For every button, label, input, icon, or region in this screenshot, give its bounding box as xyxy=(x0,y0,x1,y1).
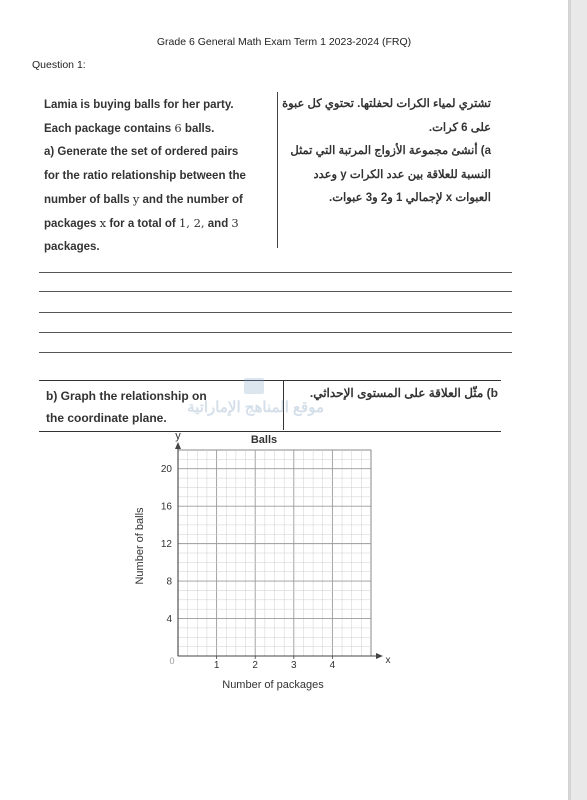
y-axis-label: Number of balls xyxy=(134,507,146,585)
x-tick-label: 4 xyxy=(329,660,336,671)
page-side-margin xyxy=(568,0,587,800)
x-axis-letter: x xyxy=(385,655,391,666)
watermark-text: موقع المناهج الإماراتية xyxy=(187,399,324,416)
en-line-1: Lamia is buying balls for her party. xyxy=(44,99,234,111)
question-divider xyxy=(277,92,278,248)
answer-line xyxy=(39,332,512,333)
part-b-en-line-2: the coordinate plane. xyxy=(46,411,167,425)
en-line-4: for the ratio relationship between the xyxy=(44,169,246,182)
question-text-arabic xyxy=(284,93,491,211)
y-tick-label: 8 xyxy=(166,576,172,588)
en-line-3: a) Generate the set of ordered pairs xyxy=(44,146,239,159)
question-label: Question 1: xyxy=(32,59,86,71)
answer-line xyxy=(39,272,512,273)
coordinate-plane[interactable] xyxy=(126,428,416,700)
ar-line-3: a) أنشئ مجموعة الأزواج المرتبة التي تمثل xyxy=(290,145,491,157)
tick-labels xyxy=(161,464,336,671)
x-tick-label: 3 xyxy=(291,660,297,671)
en-line-7: packages. xyxy=(44,241,100,254)
en-line-2: Each package contains 6 balls. xyxy=(44,121,215,136)
x-tick-label: 2 xyxy=(252,660,258,671)
grid xyxy=(178,450,371,656)
chart-title: Balls xyxy=(250,434,278,446)
answer-line xyxy=(39,352,512,353)
answer-line xyxy=(39,291,512,292)
part-b-arabic: b) مثّل العلاقة على المستوى الإحداثي. xyxy=(309,386,498,400)
y-tick-label: 4 xyxy=(166,614,172,626)
y-tick-label: 20 xyxy=(160,464,172,476)
watermark xyxy=(187,372,324,432)
y-tick-label: 16 xyxy=(160,501,172,513)
question-text-english xyxy=(44,94,270,259)
origin-label: 0 xyxy=(169,656,175,666)
ar-line-2: على 6 كرات. xyxy=(428,121,491,134)
x-axis-arrow-icon xyxy=(376,653,383,659)
exam-title: Grade 6 General Math Exam Term 1 2023-2024 (FRQ) xyxy=(156,36,412,48)
en-line-6: packages x for a total of 1, 2, and 3 xyxy=(44,216,239,231)
ar-line-4: النسبة للعلاقة بين عدد الكرات y وعدد xyxy=(313,168,491,181)
ar-line-5: العبوات x لإجمالي 1 و2 و3 عبوات. xyxy=(329,192,491,204)
y-axis-arrow-icon xyxy=(175,442,181,449)
part-b-en-line-1: b) Graph the relationship on xyxy=(46,389,207,403)
x-axis-label: Number of packages xyxy=(222,679,324,691)
answer-line xyxy=(39,312,512,313)
x-tick-label: 1 xyxy=(213,660,220,671)
y-axis-letter: y xyxy=(175,430,181,442)
ar-line-1: تشتري لمياء الكرات لحفلتها. تحتوي كل عبوة xyxy=(282,98,491,110)
y-tick-label: 12 xyxy=(160,539,172,551)
en-line-5: number of balls y and the number of xyxy=(44,191,243,206)
watermark-logo-icon xyxy=(244,378,264,394)
